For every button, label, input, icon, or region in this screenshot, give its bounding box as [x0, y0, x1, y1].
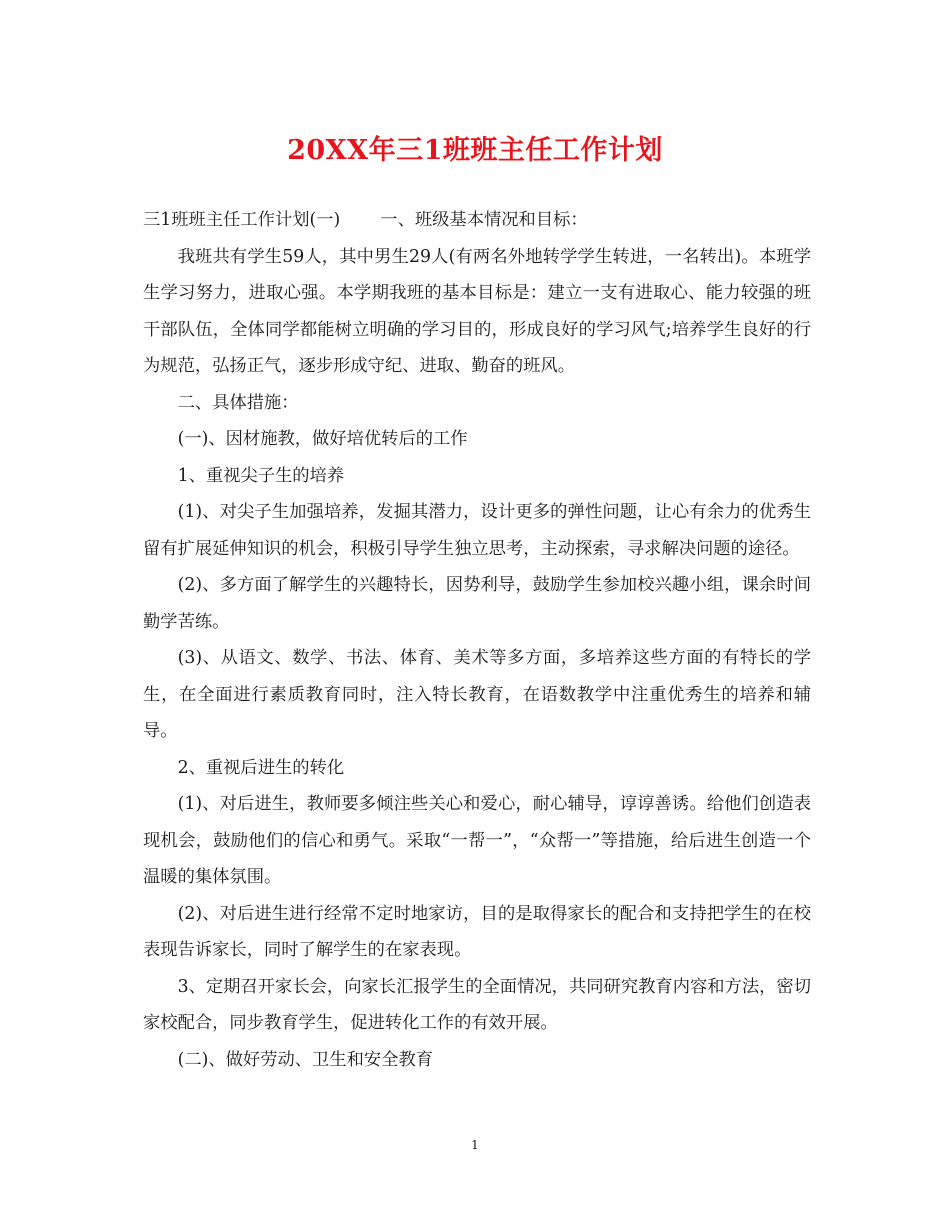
paragraph: (1)、对尖子生加强培养，发掘其潜力，设计更多的弹性问题，让心有余力的优秀生留有扩展延伸知识的机会，积极引导学生独立思考，主动探索，寻求解决问题的途径。: [143, 502, 811, 559]
paragraph: 2、重视后进生的转化: [177, 757, 345, 778]
paragraph: 二、具体措施：: [177, 392, 299, 413]
paragraph: (二)、做好劳动、卫生和安全教育: [177, 1049, 434, 1070]
section-subtitle-line: [143, 202, 811, 239]
page-number: 1: [471, 1138, 479, 1152]
document-title: 20XX年三1班班主任工作计划: [287, 135, 663, 166]
paragraph: (1)、对后进生，教师要多倾注些关心和爱心，耐心辅导，谆谆善诱。给他们创造表现机会，鼓励他们的信心和勇气。采取“一帮一”，“众帮一”等措施，给后进生创造一个温暖的集体氛围。: [143, 794, 811, 887]
paragraph: 我班共有学生59人，其中男生29人(有两名外地转学学生转进，一名转出)。本班学生学习努力，进取心强。本学期我班的基本目标是：建立一支有进取心、能力较强的班干部队伍，全体同学都能树立明确的学习目的，形成良好的学习风气;培养学生良好的行为规范，弘扬正气，逐步形成守纪、进取、勤奋的班风。: [143, 246, 811, 376]
paragraph: (2)、对后进生进行经常不定时地家访，目的是取得家长的配合和支持把学生的在校表现告诉家长，同时了解学生的在家表现。: [143, 903, 811, 960]
paragraph: (3)、从语文、数学、书法、体育、美术等多方面，多培养这些方面的有特长的学生，在全面进行素质教育同时，注入特长教育，在语数教学中注重优秀生的培养和辅导。: [143, 648, 811, 741]
paragraph: 1、重视尖子生的培养: [177, 465, 345, 486]
document-body: [143, 202, 811, 1078]
section-one-heading: 一、班级基本情况和目标：: [380, 210, 588, 230]
paragraph: (2)、多方面了解学生的兴趣特长，因势利导，鼓励学生参加校兴趣小组，课余时间勤学苦练。: [143, 575, 811, 632]
paragraph: 3、定期召开家长会，向家长汇报学生的全面情况，共同研究教育内容和方法，密切家校配合，同步教育学生，促进转化工作的有效开展。: [143, 976, 811, 1033]
paragraph: (一)、因材施教，做好培优转后的工作: [177, 429, 468, 449]
plan-subtitle: 三1班班主任工作计划(一): [143, 210, 341, 230]
